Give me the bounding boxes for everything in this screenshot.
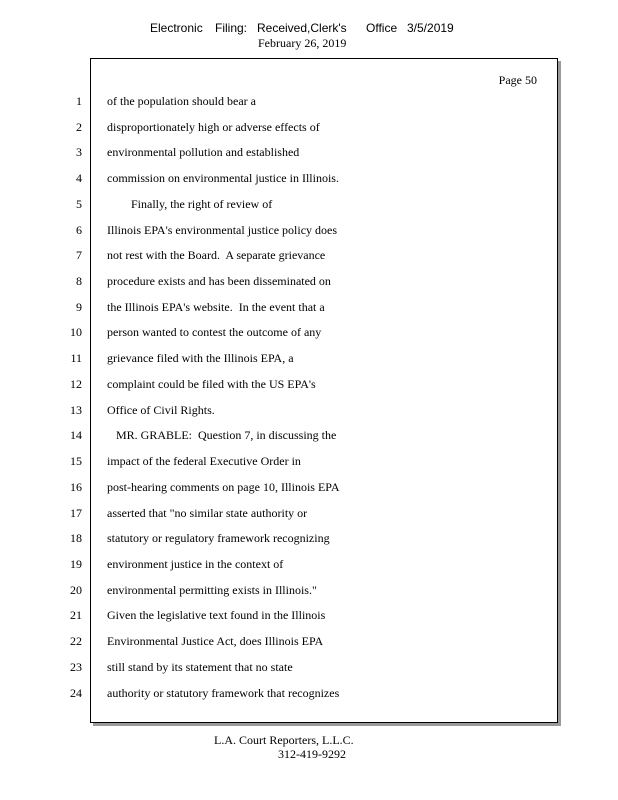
line-text: still stand by its statement that no state — [107, 659, 293, 674]
line-number: 12 — [70, 376, 82, 391]
line-text: MR. GRABLE: Question 7, in discussing the — [107, 428, 337, 443]
line-number: 13 — [70, 402, 82, 417]
line-number: 22 — [70, 634, 82, 649]
transcript-line — [0, 506, 618, 524]
line-text: asserted that "no similar state authority or — [107, 505, 308, 520]
transcript-line — [0, 120, 618, 138]
line-number: 24 — [70, 685, 82, 700]
line-text: environment justice in the context of — [107, 556, 284, 571]
transcript-line — [0, 686, 618, 704]
line-number: 1 — [76, 94, 82, 108]
line-number: 21 — [70, 608, 82, 623]
reporter-phone: 312-419-9292 — [278, 747, 346, 761]
page-number: Page 50 — [498, 73, 537, 87]
line-number: 14 — [70, 428, 82, 443]
filing-stamp-word: Office — [366, 21, 398, 35]
line-number: 2 — [76, 119, 82, 134]
line-text: not rest with the Board. A separate grievance — [107, 248, 326, 263]
line-number: 16 — [70, 479, 82, 494]
line-number: 15 — [70, 454, 82, 469]
transcript-line — [0, 377, 618, 395]
line-number: 8 — [76, 274, 82, 289]
line-text: commission on environmental justice in Illinois. — [107, 171, 339, 186]
line-text: impact of the federal Executive Order in — [107, 454, 301, 469]
line-text: authority or statutory framework that recognizes — [107, 685, 340, 700]
line-text: statutory or regulatory framework recognizing — [107, 531, 330, 546]
transcript-line — [0, 145, 618, 163]
line-text: environmental pollution and established — [107, 145, 300, 160]
filing-stamp-word: Filing: — [215, 21, 248, 35]
line-text: person wanted to contest the outcome of any — [107, 325, 322, 340]
line-text: Environmental Justice Act, does Illinois EPA — [107, 634, 324, 649]
transcript-line — [0, 248, 618, 266]
transcript-line — [0, 351, 618, 369]
transcript-line — [0, 171, 618, 189]
transcript-line — [0, 660, 618, 678]
line-text: Illinois EPA's environmental justice policy does — [107, 222, 338, 237]
line-number: 4 — [76, 171, 82, 186]
transcript-line — [0, 428, 618, 446]
transcript-line — [0, 197, 618, 215]
line-number: 18 — [70, 531, 82, 546]
filing-stamp-word: Electronic — [150, 21, 203, 35]
line-number: 11 — [70, 351, 82, 366]
line-text: environmental permitting exists in Illinois." — [107, 582, 317, 597]
line-text: procedure exists and has been disseminated on — [107, 274, 331, 289]
line-number: 3 — [76, 145, 82, 160]
reporter-name: L.A. Court Reporters, L.L.C. — [214, 733, 354, 747]
filing-stamp-word: 3/5/2019 — [407, 21, 454, 35]
transcript-line — [0, 480, 618, 498]
transcript-line — [0, 223, 618, 241]
line-text: Finally, the right of review of — [107, 196, 273, 211]
line-text: disproportionately high or adverse effects of — [107, 119, 320, 134]
line-text: the Illinois EPA's website. In the event that a — [107, 299, 325, 314]
transcript-line — [0, 531, 618, 549]
filing-date: February 26, 2019 — [258, 36, 347, 50]
transcript-line — [0, 325, 618, 343]
line-number: 17 — [70, 505, 82, 520]
line-number: 5 — [76, 196, 82, 211]
line-number: 10 — [70, 325, 82, 340]
filing-stamp-word: Received,Clerk's — [257, 21, 347, 35]
line-text: post-hearing comments on page 10, Illinois EPA — [107, 479, 340, 494]
line-text: grievance filed with the Illinois EPA, a — [107, 351, 294, 366]
line-number: 20 — [70, 582, 82, 597]
line-text: Given the legislative text found in the Illinois — [107, 608, 326, 623]
line-text: Office of Civil Rights. — [107, 402, 215, 417]
transcript-line — [0, 403, 618, 421]
line-number: 19 — [70, 556, 82, 571]
transcript-line — [0, 634, 618, 652]
line-number: 7 — [76, 248, 82, 263]
transcript-line — [0, 454, 618, 472]
line-text: of the population should bear a — [107, 94, 256, 108]
transcript-line — [0, 557, 618, 575]
line-number: 6 — [76, 222, 82, 237]
transcript-line — [0, 583, 618, 601]
transcript-line — [0, 274, 618, 292]
line-number: 23 — [70, 659, 82, 674]
filing-stamp — [0, 21, 618, 37]
line-number: 9 — [76, 299, 82, 314]
transcript-line — [0, 608, 618, 626]
transcript-line — [0, 300, 618, 318]
line-text: complaint could be filed with the US EPA's — [107, 376, 316, 391]
transcript-line — [0, 94, 618, 112]
